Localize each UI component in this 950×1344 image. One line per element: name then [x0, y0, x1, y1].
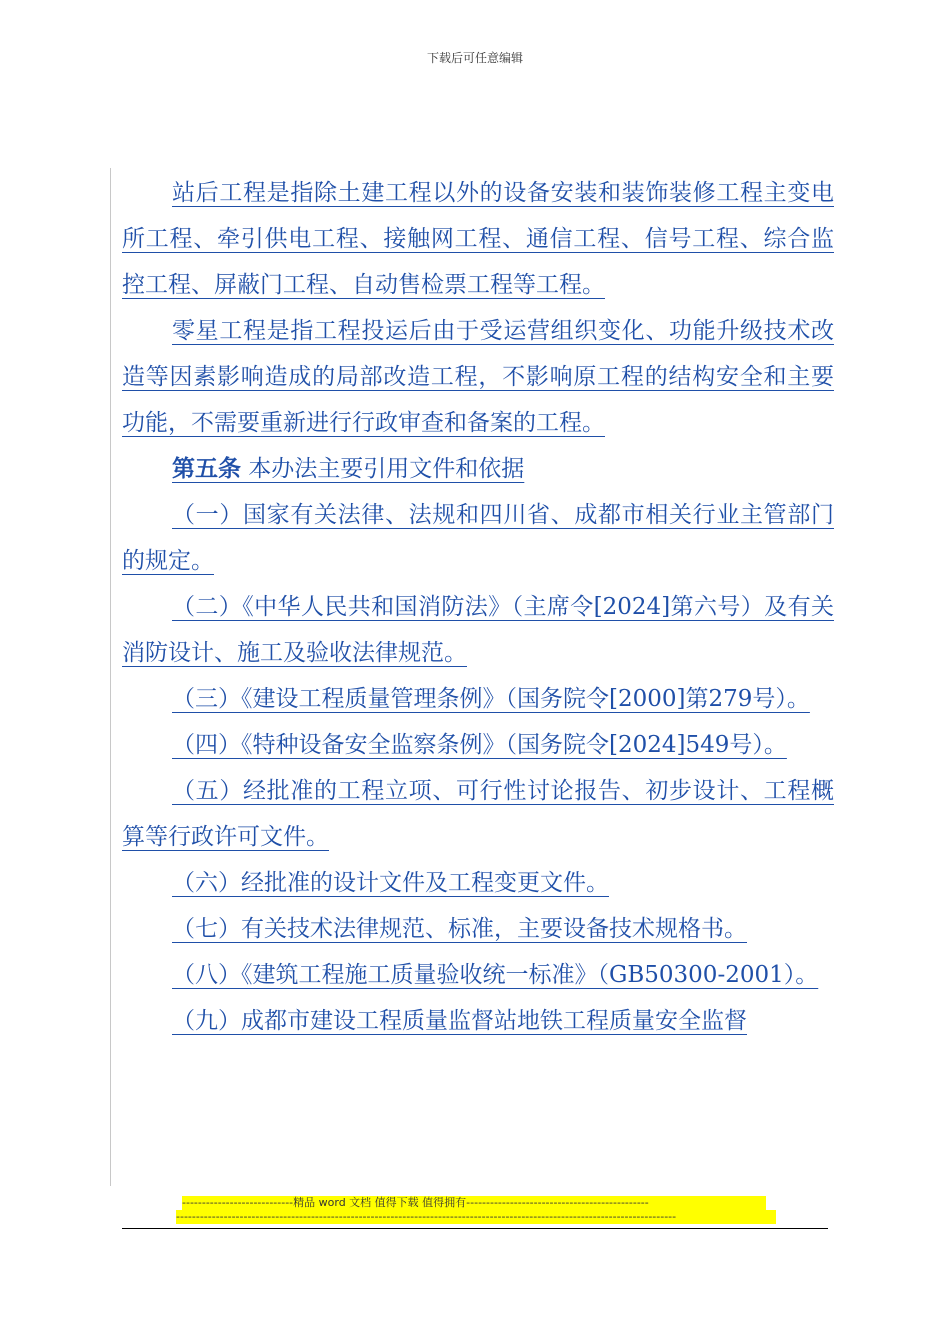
paragraph-text: （二）《中华人民共和国消防法》（主席令[2024]第六号）及有关消防设计、施工及验收法律规范。: [122, 594, 834, 666]
paragraph-p10: [122, 906, 834, 952]
paragraph-p9: [122, 860, 834, 906]
paragraph-text: （七）有关技术法律规范、标准，主要设备技术规格书。: [172, 916, 747, 942]
paragraph-p6: [122, 676, 834, 722]
paragraph-text: （三）《建设工程质量管理条例》（国务院令[2000]第279号）。: [172, 686, 810, 712]
footer-banner-row2: ------------------------------------------------------------------------------------------------------------------------------: [176, 1210, 776, 1224]
paragraph-p8: [122, 768, 834, 860]
paragraph-p4: [122, 492, 834, 584]
margin-line: [110, 168, 111, 1186]
article-number: 第五条: [172, 455, 241, 482]
article-title: 本办法主要引用文件和依据: [241, 456, 525, 482]
paragraph-p12: [122, 998, 834, 1044]
footer-banner: [176, 1196, 776, 1224]
document-body: [122, 170, 834, 1044]
paragraph-p11: [122, 952, 834, 998]
paragraph-text: （一）国家有关法律、法规和四川省、成都市相关行业主管部门的规定。: [122, 502, 834, 574]
paragraph-text: （四）《特种设备安全监察条例》（国务院令[2024]549号）。: [172, 732, 787, 758]
page-header: 下载后可任意编辑: [426, 51, 523, 65]
paragraph-text: 零星工程是指工程投运后由于受运营组织变化、功能升级技术改造等因素影响造成的局部改造工程，不影响原工程的结构安全和主要功能，不需要重新进行行政审查和备案的工程。: [122, 318, 834, 436]
paragraph-p7: [122, 722, 834, 768]
paragraph-text: （五）经批准的工程立项、可行性讨论报告、初步设计、工程概算等行政许可文件。: [122, 778, 834, 850]
footer-rule: [122, 1228, 828, 1229]
paragraph-text: 站后工程是指除土建工程以外的设备安装和装饰装修工程主变电所工程、牵引供电工程、接触网工程、通信工程、信号工程、综合监控工程、屏蔽门工程、自动售检票工程等工程。: [122, 180, 834, 298]
paragraph-p1: [122, 170, 834, 308]
paragraph-text: （九）成都市建设工程质量监督站地铁工程质量安全监督: [172, 1008, 747, 1034]
article-heading: [122, 446, 834, 492]
paragraph-text: （八）《建筑工程施工质量验收统一标准》（GB50300-2001）。: [172, 962, 819, 988]
paragraph-text: （六）经批准的设计文件及工程变更文件。: [172, 870, 609, 896]
paragraph-p5: [122, 584, 834, 676]
paragraph-p2: [122, 308, 834, 446]
footer-banner-row1: ----------------------------精品 word 文档 值得下载 值得拥有----------------------------------------------: [182, 1196, 766, 1210]
